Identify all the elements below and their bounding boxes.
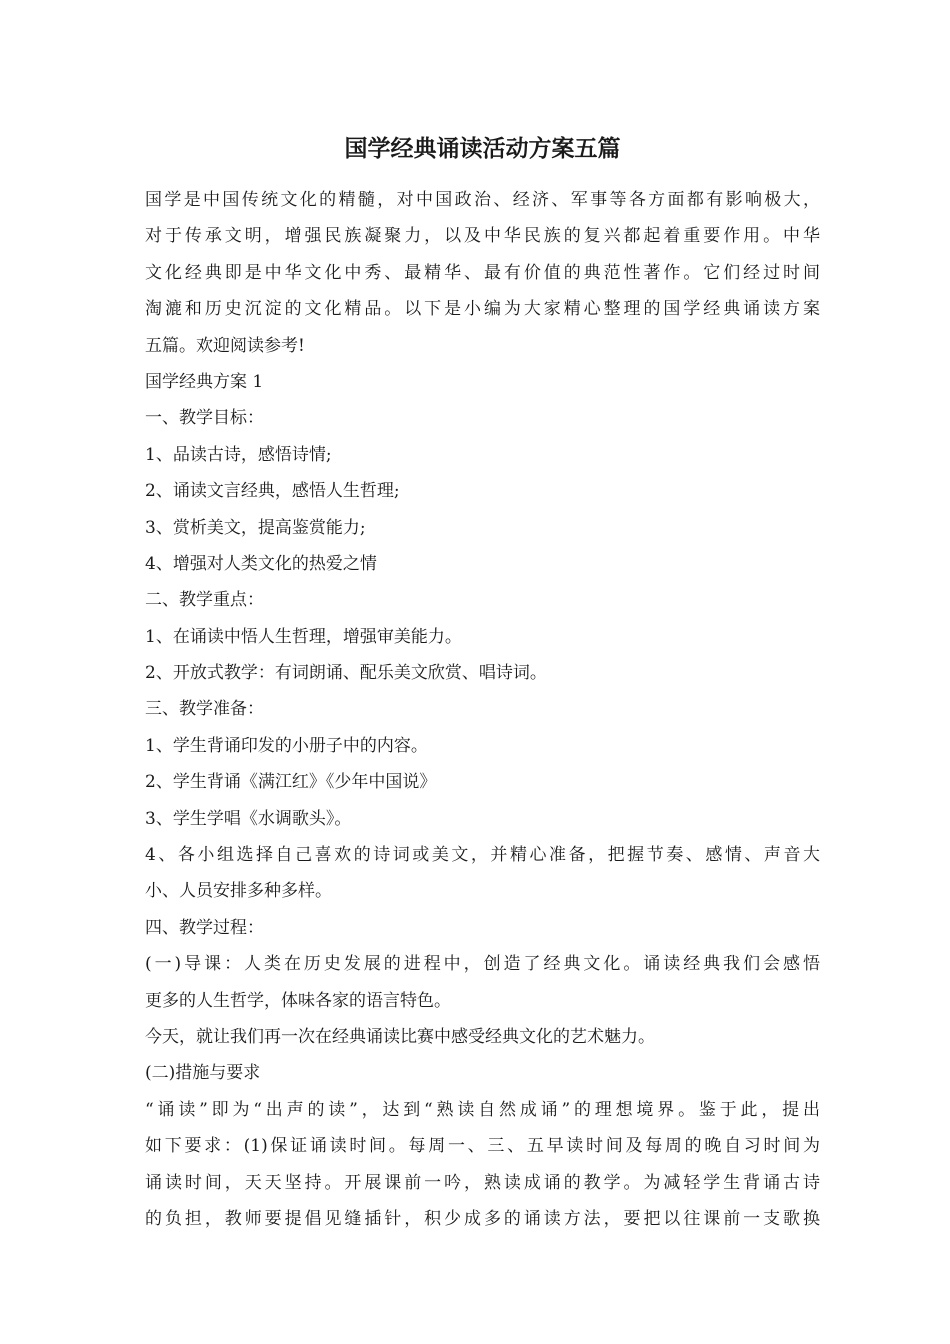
list-item: 4、各小组选择自己喜欢的诗词或美文，并精心准备，把握节奏、感情、声音大 [145, 845, 820, 866]
list-item: 1、在诵读中悟人生哲理，增强审美能力。 [145, 626, 462, 647]
paragraph-line: 诵读时间，天天坚持。开展课前一吟，熟读成诵的教学。为减轻学生背诵古诗 [145, 1172, 820, 1193]
paragraph-line: 对于传承文明，增强民族凝聚力，以及中华民族的复兴都起着重要作用。中华 [145, 226, 820, 247]
list-item: 3、学生学唱《水调歌头》。 [145, 808, 352, 829]
section-heading: 四、教学过程： [145, 917, 264, 938]
paragraph-line: 如下要求：(1)保证诵读时间。每周一、三、五早读时间及每周的晚自习时间为 [145, 1136, 820, 1157]
list-item: 2、开放式教学：有词朗诵、配乐美文欣赏、唱诗词。 [145, 663, 547, 684]
paragraph-line: 的负担，教师要提倡见缝插针，积少成多的诵读方法，要把以往课前一支歌换 [145, 1208, 820, 1229]
list-item: 2、学生背诵《满江红》《少年中国说》 [145, 772, 437, 793]
paragraph-line: 五篇。欢迎阅读参考! [145, 335, 305, 356]
paragraph-line: “诵读”即为“出声的读”，达到“熟读自然成诵”的理想境界。鉴于此，提出 [145, 1099, 820, 1120]
paragraph-line: 更多的人生哲学，体味各家的语言特色。 [145, 990, 451, 1011]
paragraph-line: 今天，就让我们再一次在经典诵读比赛中感受经典文化的艺术魅力。 [145, 1026, 655, 1047]
paragraph-line: 国学是中国传统文化的精髓，对中国政治、经济、军事等各方面都有影响极大， [145, 190, 820, 210]
section-heading: (二)措施与要求 [145, 1063, 261, 1084]
paragraph-line: 文化经典即是中华文化中秀、最精华、最有价值的典范性著作。它们经过时间 [145, 262, 820, 283]
section-heading: 三、教学准备： [145, 699, 264, 720]
document-title: 国学经典诵读活动方案五篇 [344, 135, 621, 162]
list-item: 1、学生背诵印发的小册子中的内容。 [145, 735, 428, 756]
list-item: 4、增强对人类文化的热爱之情 [145, 553, 377, 574]
paragraph-line: 淘漉和历史沉淀的文化精品。以下是小编为大家精心整理的国学经典诵读方案 [145, 299, 820, 320]
section-heading: 国学经典方案 1 [145, 371, 264, 392]
list-item: 2、诵读文言经典，感悟人生哲理; [145, 481, 400, 502]
section-heading: 二、教学重点： [145, 590, 264, 611]
paragraph-line: (一)导课：人类在历史发展的进程中，创造了经典文化。诵读经典我们会感悟 [145, 954, 820, 975]
list-item: 小、人员安排多种多样。 [145, 881, 332, 902]
document-body [145, 182, 820, 1237]
section-heading: 一、教学目标： [145, 408, 264, 429]
list-item: 1、品读古诗，感悟诗情; [145, 444, 332, 465]
list-item: 3、赏析美文，提高鉴赏能力; [145, 517, 366, 538]
